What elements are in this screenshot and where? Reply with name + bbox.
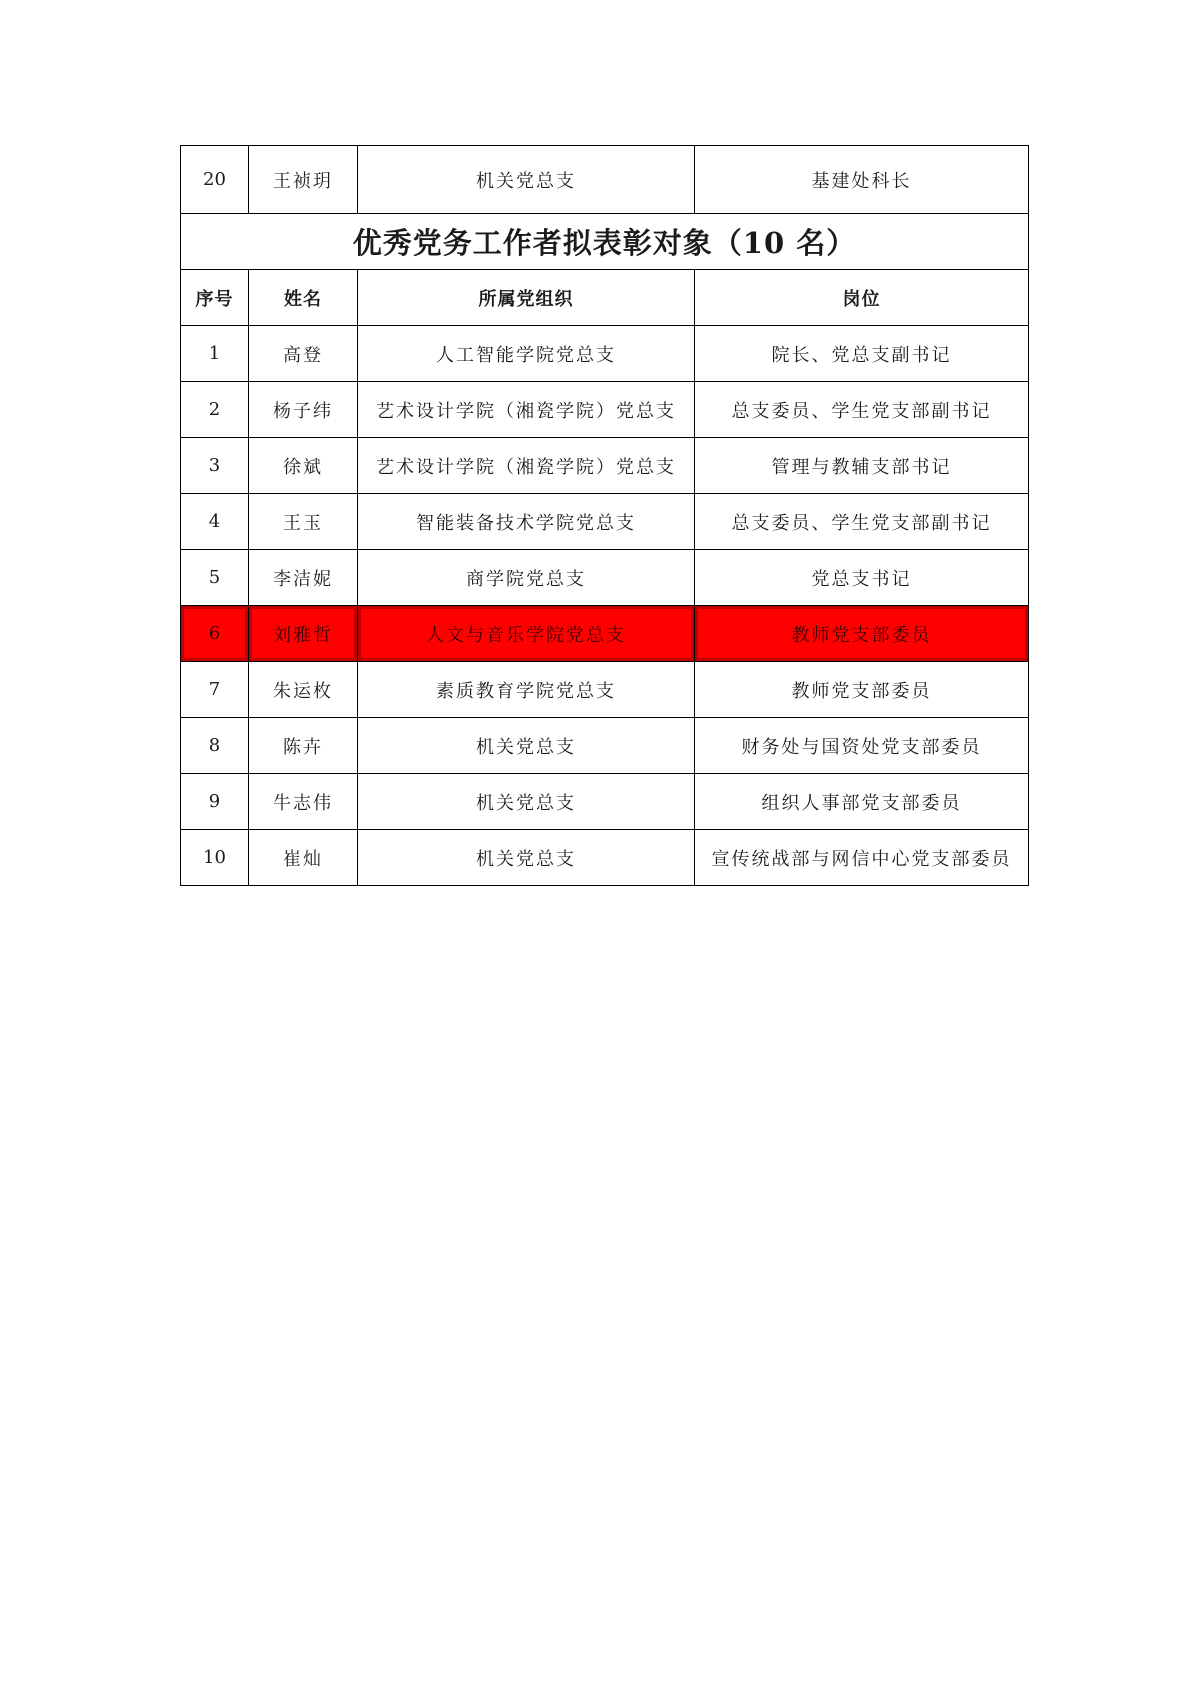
cell-position: 管理与教辅支部书记 <box>695 438 1029 494</box>
cell-index: 9 <box>181 774 249 830</box>
table-row <box>181 382 1029 438</box>
cell-name: 王玉 <box>249 494 358 550</box>
section-title: 优秀党务工作者拟表彰对象（10 名） <box>181 214 1029 270</box>
cell-org: 机关党总支 <box>358 718 695 774</box>
header-name: 姓名 <box>249 270 358 326</box>
cell-name: 徐斌 <box>249 438 358 494</box>
cell-index: 6 <box>181 606 249 662</box>
table-row <box>181 326 1029 382</box>
cell-org: 素质教育学院党总支 <box>358 662 695 718</box>
cell-name: 崔灿 <box>249 830 358 886</box>
cell-index: 5 <box>181 550 249 606</box>
cell-name: 朱运枚 <box>249 662 358 718</box>
cell-index: 4 <box>181 494 249 550</box>
cell-index: 10 <box>181 830 249 886</box>
cell-name: 王祯玥 <box>249 146 358 214</box>
table-row <box>181 438 1029 494</box>
cell-name: 高登 <box>249 326 358 382</box>
cell-name: 刘雅哲 <box>249 606 358 662</box>
cell-position: 教师党支部委员 <box>695 662 1029 718</box>
table-row <box>181 494 1029 550</box>
table-row <box>181 718 1029 774</box>
table-row <box>181 662 1029 718</box>
cell-org: 智能装备技术学院党总支 <box>358 494 695 550</box>
cell-index: 20 <box>181 146 249 214</box>
awardee-table <box>180 145 1029 886</box>
cell-position: 基建处科长 <box>695 146 1029 214</box>
cell-position: 总支委员、学生党支部副书记 <box>695 382 1029 438</box>
cell-position: 总支委员、学生党支部副书记 <box>695 494 1029 550</box>
header-index: 序号 <box>181 270 249 326</box>
cell-index: 8 <box>181 718 249 774</box>
cell-name: 陈卉 <box>249 718 358 774</box>
header-row <box>181 270 1029 326</box>
cell-position: 宣传统战部与网信中心党支部委员 <box>695 830 1029 886</box>
table-row <box>181 550 1029 606</box>
cell-position: 院长、党总支副书记 <box>695 326 1029 382</box>
header-org: 所属党组织 <box>358 270 695 326</box>
cell-position: 财务处与国资处党支部委员 <box>695 718 1029 774</box>
cell-org: 机关党总支 <box>358 774 695 830</box>
cell-org: 艺术设计学院（湘瓷学院）党总支 <box>358 438 695 494</box>
cell-index: 1 <box>181 326 249 382</box>
cell-org: 人工智能学院党总支 <box>358 326 695 382</box>
cell-position: 组织人事部党支部委员 <box>695 774 1029 830</box>
cell-org: 机关党总支 <box>358 146 695 214</box>
cell-name: 李洁妮 <box>249 550 358 606</box>
cell-index: 2 <box>181 382 249 438</box>
cell-org: 商学院党总支 <box>358 550 695 606</box>
cell-org: 艺术设计学院（湘瓷学院）党总支 <box>358 382 695 438</box>
cell-org: 机关党总支 <box>358 830 695 886</box>
cell-position: 教师党支部委员 <box>695 606 1029 662</box>
section-title-row <box>181 214 1029 270</box>
cell-index: 3 <box>181 438 249 494</box>
table-row <box>181 774 1029 830</box>
table-row <box>181 830 1029 886</box>
cell-position: 党总支书记 <box>695 550 1029 606</box>
header-position: 岗位 <box>695 270 1029 326</box>
highlighted-table-row <box>181 606 1029 662</box>
continued-row <box>181 146 1029 214</box>
cell-name: 牛志伟 <box>249 774 358 830</box>
cell-name: 杨子纬 <box>249 382 358 438</box>
cell-index: 7 <box>181 662 249 718</box>
cell-org: 人文与音乐学院党总支 <box>358 606 695 662</box>
